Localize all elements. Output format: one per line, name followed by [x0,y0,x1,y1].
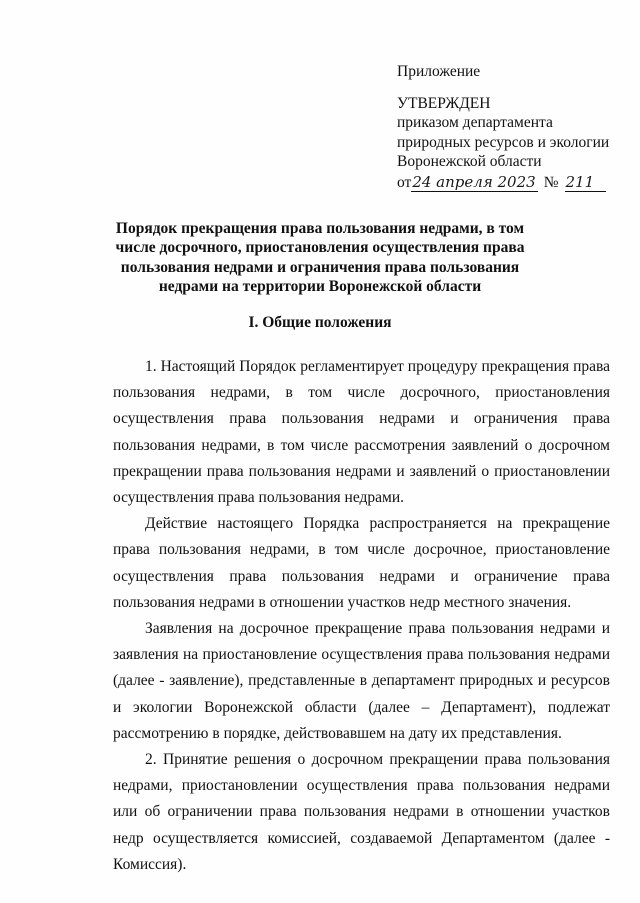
handwritten-number: 211 [565,174,606,192]
approval-line-region: Воронежской области [397,153,542,170]
approval-line-department: природных ресурсов и экологии [397,133,610,151]
approval-line-order: приказом департамента [397,114,553,131]
paragraph: Заявления на досрочное прекращение права пользования недрами и заявления на приостановление осуществления права пользования недрами (далее - заявление), представленные в департамент природных и ресурсов и экологии Воронежской области (далее – Департамент), подлежат рассмотрению в порядке, действовавшем на дату их представления. [113,620,610,742]
number-sign: № [543,173,559,191]
handwritten-date: 24 апреля 2023 [412,173,536,191]
order-date-line [397,173,609,193]
paragraph: Действие настоящего Порядка распространяется на прекращение права пользования недрами, в том числе досрочное, приостановление осуществления права пользования недрами и ограничение права пользования недрами в отношении участков недр местного значения. [113,515,610,611]
section-heading: I. Общие положения [248,314,392,331]
paragraph: 1. Настоящий Порядок регламентирует процедуру прекращения права пользования недрами, в том числе досрочного, приостановления осуществления права пользования недрами и ограничения права пользования недрами, в том числе рассмотрения заявлений о досрочном прекращении права пользования недрами и заявлений о приостановлении осуществления права пользования недрами. [113,358,610,507]
approved-label: УТВЕРЖДЕН [397,94,491,112]
document-title: Порядок прекращения права пользования недрами, в том числе досрочного, приостановления осуществления права пользования недрами и ограничения права пользования недрами на территории Воронежской области [115,220,525,295]
date-prefix: от [397,173,412,191]
approval-block [397,62,609,192]
appendix-label: Приложение [397,63,481,80]
document-body [113,354,610,878]
paragraph: 2. Принятие решения о досрочном прекращении права пользования недрами, приостановлении осуществления права пользования недрами или об ограничении права пользования недрами в отношении участков недр осуществляется комиссией, создаваемой Департаментом (далее - Комиссия). [113,751,610,873]
